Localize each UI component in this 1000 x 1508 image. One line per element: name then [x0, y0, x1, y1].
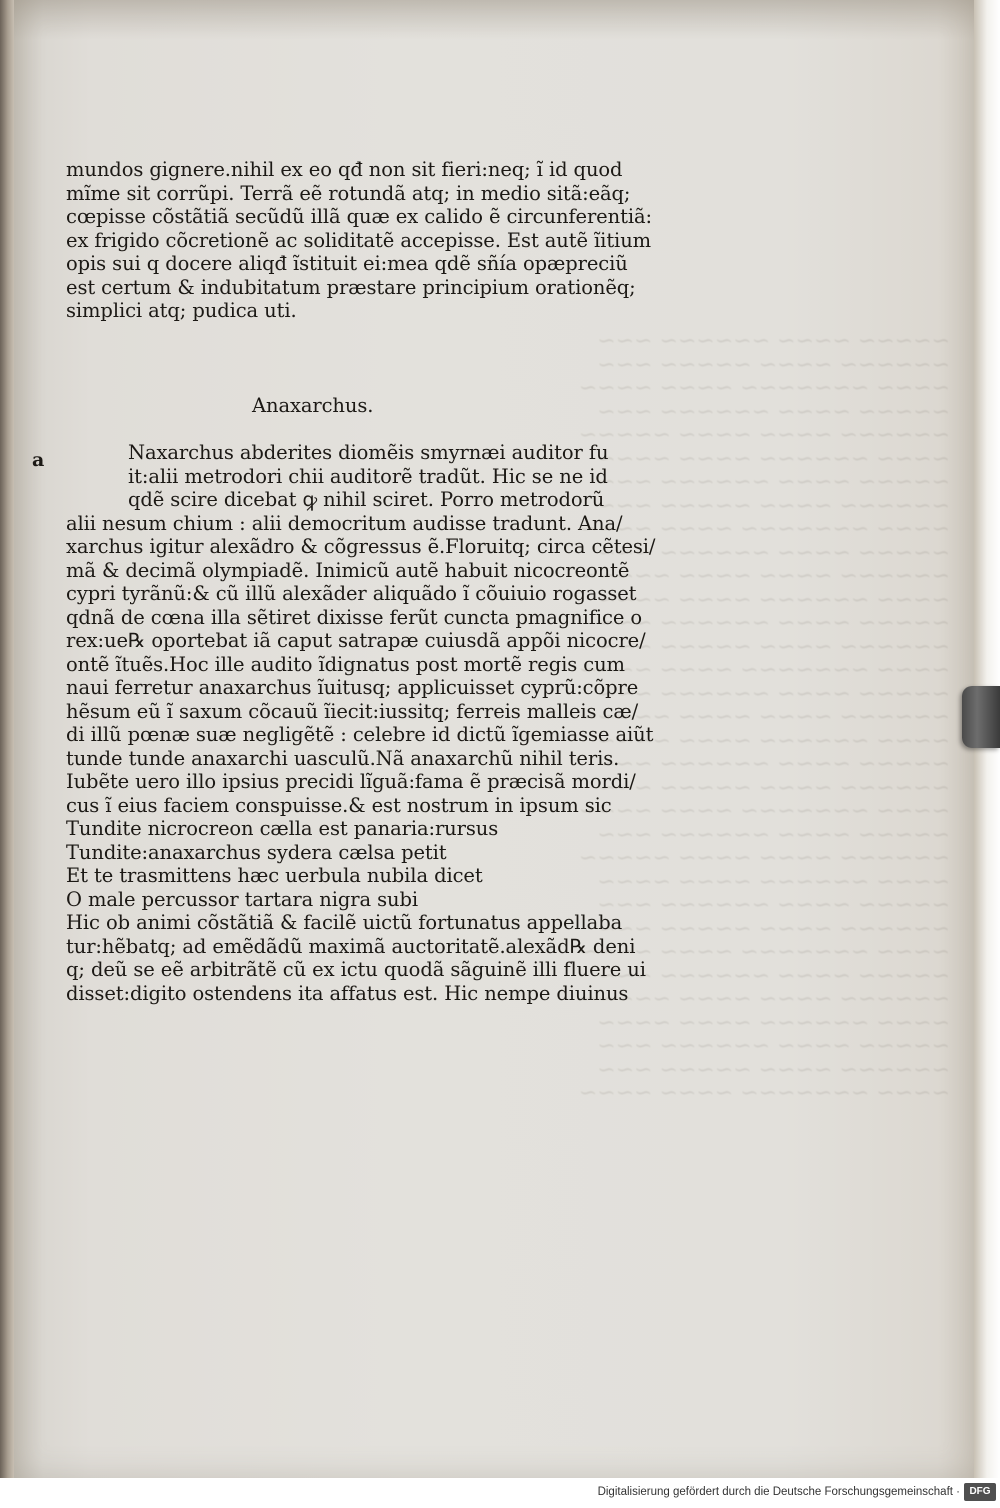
- text-line: di illũ pœnæ suæ negligẽtẽ : celebre id dictũ ĩgemiasse aiũt: [66, 723, 654, 746]
- text-line: mã & decimã olympiadẽ. Inimicũ autẽ habuit nicocreontẽ: [66, 558, 630, 582]
- text-line: q; deũ se eẽ arbitrãtẽ cũ ex ictu quodã sãguinẽ illi fluere ui: [66, 958, 646, 981]
- text-line: cus ĩ eius faciem conspuisse.& est nostrum in ipsum sic: [66, 793, 612, 817]
- bookmark-tab: [962, 686, 1000, 748]
- text-line: Hic ob animi cõstãtiã & facilẽ uictũ fortunatus appellaba: [66, 911, 623, 934]
- text-line: simplici atq; pudica uti.: [66, 299, 297, 322]
- text-line: est certum & indubitatum præstare principium orationẽq;: [66, 275, 636, 299]
- text-line: xarchus igitur alexãdro & cõgressus ẽ.Floruitq; circa cẽtesi/: [66, 535, 656, 558]
- paragraph-2: [66, 441, 655, 1005]
- marginal-guide-letter: a: [32, 449, 45, 471]
- page-top-shadow: [14, 0, 976, 40]
- funding-credit: Digitalisierung gefördert durch die Deutsche Forschungsgemeinschaft ·: [597, 1486, 960, 1498]
- text-line: naui ferretur anaxarchus ĩuitusq; applicuisset cyprũ:cõpre: [66, 676, 639, 699]
- text-line: cypri tyrãnũ:& cũ illũ alexãder aliquãdo ĩ cõuiuio rogasset: [66, 582, 637, 605]
- text-line: rex:ue℞ oportebat iã caput satrapæ cuiusdã appõi nicocre/: [66, 629, 646, 652]
- text-line: mundos gignere.nihil ex eo qđ non sit fieri:neq; ĩ id quod: [66, 158, 623, 181]
- section-heading: Anaxarchus.: [252, 394, 374, 417]
- text-block: [66, 158, 656, 1005]
- text-line: cœpisse cõstãtiã secũdũ illã quæ ex calido ẽ circunferentiã:: [66, 205, 652, 228]
- text-line: mĩme sit corrũpi. Terrã eẽ rotundã atq; in medio sitã:eãq;: [66, 181, 631, 205]
- text-line: ex frigido cõcretionẽ ac soliditatẽ accepisse. Est autẽ ĩitium: [66, 228, 652, 252]
- text-line: ontẽ ĩtuẽs.Hoc ille audito ĩdignatus post mortẽ regis cum: [66, 652, 625, 676]
- text-line: O male percussor tartara nigra subi: [66, 887, 418, 911]
- text-line: qdẽ scire dicebat ꝙ nihil sciret. Porro metrodorũ: [128, 488, 605, 511]
- text-line: Et te trasmittens hæc uerbula nubila dicet: [66, 864, 483, 887]
- text-line: disset:digito ostendens ita affatus est. Hic nempe diuinus: [66, 981, 629, 1005]
- text-line: Tundite:anaxarchus sydera cælsa petit: [66, 840, 447, 864]
- text-line: tur:hẽbatq; ad emẽdãdũ maximã auctoritatẽ.alexãd℞ deni: [66, 934, 636, 958]
- text-line: qdnã de cœna illa sẽtiret dixisse ferũt cuncta pmagnifice o: [66, 605, 643, 629]
- paragraph-1: [66, 158, 652, 323]
- show-through-text: ~~~~~ ~~~~ ~~~~~~ ~~~ ~~~~~~ ~~~~ ~~~~~ ~~~ ~~~~ ~~~~~~~ ~~~~ ~~~~~ ~~~~ ~~~~~~ ~~~ ~~~~~~ ~~~~ ~~~~ ~~~~~ ~~~~ ~~~~~~ ~~~~ ~~~~ ~~~~~ ~~~~ ~~~~~~ ~~~ ~~~~~~ ~~~~ ~~~~~ ~~~ ~~~~ ~~~~~~~ ~~~~ ~~~~~ ~~~~ ~~~~~~ ~~~ ~~~~~~ ~~~~ ~~~~ ~~~~~ ~~~~ ~~~~~~ ~~~~ ~~~~ ~~~~~ ~~~~ ~~~~~~ ~~~ ~~~~~~ ~~~~ ~~~~~ ~~~ ~~~~ ~~~~~~~ ~~~~ ~~~~~ ~~~~ ~~~~~~ ~~~ ~~~~~~ ~~~~ ~~~~ ~~~~~ ~~~~ ~~~~~~ ~~~~ ~~~~ ~~~~~ ~~~~ ~~~~~~ ~~~ ~~~~~~ ~~~~ ~~~~~ ~~~ ~~~~ ~~~~~~~ ~~~~ ~~~~~ ~~~~ ~~~~~~ ~~~ ~~~~~~ ~~~~ ~~~~ ~~~~~ ~~~~ ~~~~~~ ~~~~ ~~~~ ~~~~~ ~~~~ ~~~~~~ ~~~ ~~~~~~ ~~~~ ~~~~~ ~~~ ~~~~ ~~~~~~~ ~~~~ ~~~~~ ~~~~ ~~~~~~ ~~~ ~~~~~~ ~~~~ ~~~~ ~~~~~ ~~~~ ~~~~~~ ~~~~ ~~~~ ~~~~~ ~~~~ ~~~~~~ ~~~ ~~~~~~ ~~~~ ~~~~~ ~~~ ~~~~ ~~~~~~~ ~~~~: [578, 329, 950, 1106]
- footer-bar: [0, 1478, 1000, 1508]
- text-line: opis sui q docere aliqđ ĩstituit ei:mea qdẽ sñía opæpreciũ: [66, 252, 628, 275]
- text-line: tunde tunde anaxarchi uasculũ.Nã anaxarchũ nihil teris.: [66, 746, 620, 770]
- text-line: Iubẽte uero illo ipsius precidi lĩguã:fama ẽ præcisã mordi/: [66, 770, 636, 793]
- dfg-logo: DFG: [964, 1483, 996, 1501]
- text-line: alii nesum chium : alii democritum audisse tradunt. Ana/: [66, 511, 623, 535]
- text-line: it:alii metrodori chii auditorẽ tradũt. Hic se ne id: [128, 464, 608, 488]
- text-line: Tundite nicrocreon cælla est panaria:rursus: [66, 817, 499, 840]
- text-line: hẽsum eũ ĩ saxum cõcauũ ĩiecit:iussitq; ferreis malleis cæ/: [66, 699, 639, 723]
- text-line: Naxarchus abderites diomẽis smyrnæi auditor fu: [128, 441, 609, 464]
